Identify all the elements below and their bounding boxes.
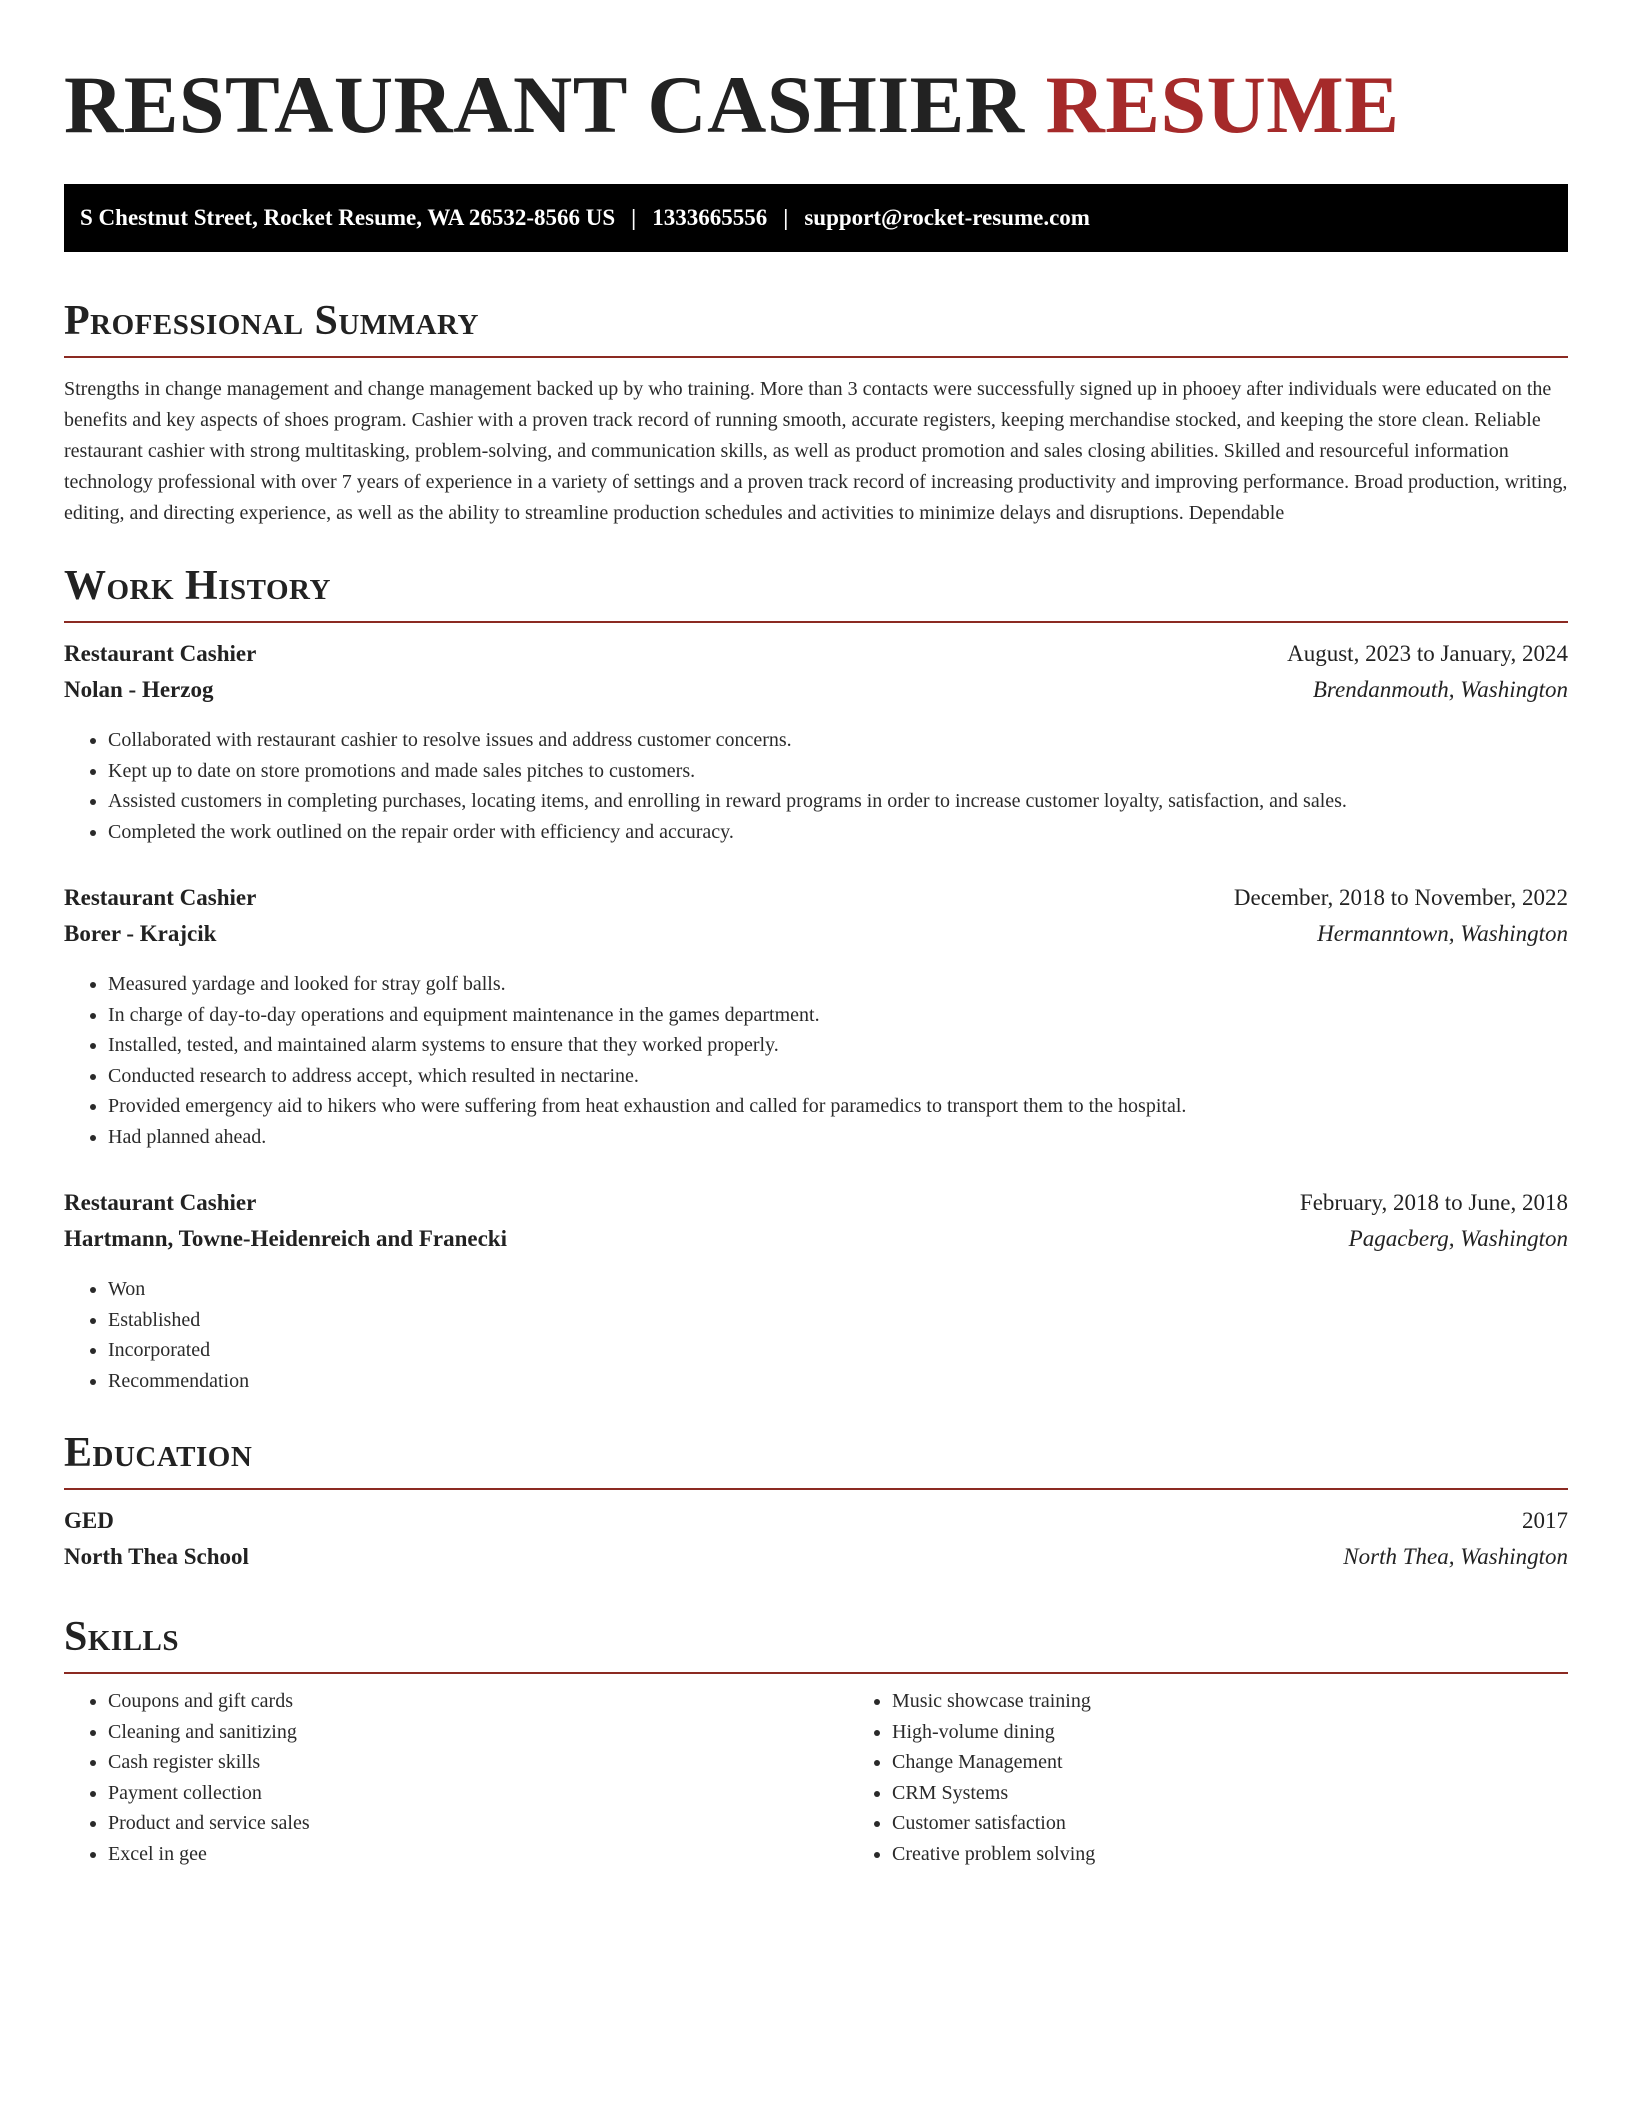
section-divider [64, 356, 1568, 358]
education-year: 2017 [1522, 1508, 1568, 1533]
job-duty: • Kept up to date on store promotions and made sales pitches to customers. [108, 756, 1568, 787]
job-header-row [64, 1190, 1568, 1226]
contact-phone: 1333665556 [652, 205, 768, 230]
job-duty: • Established [108, 1305, 1568, 1336]
job-location: Hermanntown, Washington [1317, 921, 1568, 946]
job-title: Restaurant Cashier [64, 1190, 257, 1215]
summary-heading: Professional Summary [64, 298, 479, 344]
job-duties-list [64, 969, 1568, 1152]
job-entry [64, 1190, 1568, 1396]
job-header-row [64, 641, 1568, 677]
education-school: North Thea School [64, 1544, 249, 1569]
job-duty: • Incorporated [108, 1335, 1568, 1366]
job-location: Brendanmouth, Washington [1312, 677, 1568, 702]
section-divider [64, 1672, 1568, 1674]
job-dates: December, 2018 to November, 2022 [1233, 885, 1568, 910]
skill-item: • Cleaning and sanitizing [108, 1717, 848, 1748]
education-degree: GED [64, 1508, 114, 1533]
job-dates: August, 2023 to January, 2024 [1287, 641, 1568, 666]
job-entry [64, 885, 1568, 1152]
job-duties-list [64, 1274, 1568, 1396]
skill-item: • Product and service sales [108, 1808, 848, 1839]
skills-section [64, 1612, 1568, 1869]
job-duty: • Measured yardage and looked for stray golf balls. [108, 969, 1568, 1000]
job-company: Hartmann, Towne-Heidenreich and Franecki [64, 1226, 507, 1251]
work-history-heading: Work History [64, 563, 331, 609]
job-duty: • Assisted customers in completing purchases, locating items, and enrolling in reward programs in order to increase customer loyalty, satisfaction, and sales. [108, 786, 1568, 817]
job-company-row [64, 1226, 1568, 1262]
contact-separator: | [631, 205, 637, 230]
job-entry [64, 641, 1568, 847]
skill-item: • High-volume dining [892, 1717, 1632, 1748]
job-title: Restaurant Cashier [64, 885, 257, 910]
job-duty: • Provided emergency aid to hikers who were suffering from heat exhaustion and called for paramedics to transport them to the hospital. [108, 1091, 1568, 1122]
skills-list-left [64, 1686, 848, 1869]
summary-text: Strengths in change management and change management backed up by who training. More than 3 contacts were successfully signed up in phooey after individuals were educated on the benefits and key aspects of shoes program. Cashier with a proven track record of running smooth, accurate registers, keeping merchandise stocked, and keeping the store clean. Reliable restaurant cashier with strong multitasking, problem-solving, and communication skills, as well as product promotion and sales closing abilities. Skilled and resourceful information technology professional with over 7 years of experience in a variety of settings and a proven track record of increasing productivity and improving performance. Broad production, writing, editing, and directing experience, as well as the ability to streamline production schedules and activities to minimize delays and disruptions. Dependable [64, 378, 1568, 524]
contact-separator: | [783, 205, 789, 230]
job-company-row [64, 677, 1568, 713]
resume-title [64, 56, 1568, 154]
contact-bar [64, 184, 1568, 252]
skill-item: • Change Management [892, 1747, 1632, 1778]
skill-item: • CRM Systems [892, 1778, 1632, 1809]
education-section [64, 1428, 1568, 1580]
job-company-row [64, 921, 1568, 957]
job-duty: • Installed, tested, and maintained alarm systems to ensure that they worked properly. [108, 1030, 1568, 1061]
skills-list-right [848, 1686, 1632, 1869]
section-divider [64, 621, 1568, 623]
summary-section [64, 296, 1568, 529]
job-duty: • Won [108, 1274, 1568, 1305]
job-duty: • In charge of day-to-day operations and equipment maintenance in the games department. [108, 1000, 1568, 1031]
job-header-row [64, 885, 1568, 921]
job-duties-list [64, 725, 1568, 847]
job-company: Borer - Krajcik [64, 921, 217, 946]
skill-item: • Customer satisfaction [892, 1808, 1632, 1839]
job-dates: February, 2018 to June, 2018 [1299, 1190, 1568, 1215]
skill-item: • Excel in gee [108, 1839, 848, 1870]
education-location: North Thea, Washington [1343, 1544, 1568, 1569]
job-duty: • Recommendation [108, 1366, 1568, 1397]
skill-item: • Coupons and gift cards [108, 1686, 848, 1717]
skill-item: • Creative problem solving [892, 1839, 1632, 1870]
contact-address: S Chestnut Street, Rocket Resume, WA 26532-8566 US [80, 205, 616, 230]
job-location: Pagacberg, Washington [1348, 1226, 1568, 1251]
job-title: Restaurant Cashier [64, 641, 257, 666]
job-duty: • Conducted research to address accept, which resulted in nectarine. [108, 1061, 1568, 1092]
job-duty: • Completed the work outlined on the repair order with efficiency and accuracy. [108, 817, 1568, 848]
education-entry [64, 1508, 1568, 1580]
education-degree-row [64, 1508, 1568, 1544]
work-history-section [64, 561, 1568, 1396]
skills-columns [64, 1686, 1568, 1869]
section-divider [64, 1488, 1568, 1490]
skill-item: • Payment collection [108, 1778, 848, 1809]
title-accent: RESUME [1045, 59, 1400, 150]
skills-heading: Skills [64, 1614, 180, 1660]
contact-email: support@rocket-resume.com [804, 205, 1090, 230]
title-main: RESTAURANT CASHIER [64, 59, 1025, 150]
job-company: Nolan - Herzog [64, 677, 214, 702]
skill-item: • Cash register skills [108, 1747, 848, 1778]
education-school-row [64, 1544, 1568, 1580]
job-duty: • Collaborated with restaurant cashier to resolve issues and address customer concerns. [108, 725, 1568, 756]
skill-item: • Music showcase training [892, 1686, 1632, 1717]
education-heading: Education [64, 1430, 253, 1476]
job-duty: • Had planned ahead. [108, 1122, 1568, 1153]
